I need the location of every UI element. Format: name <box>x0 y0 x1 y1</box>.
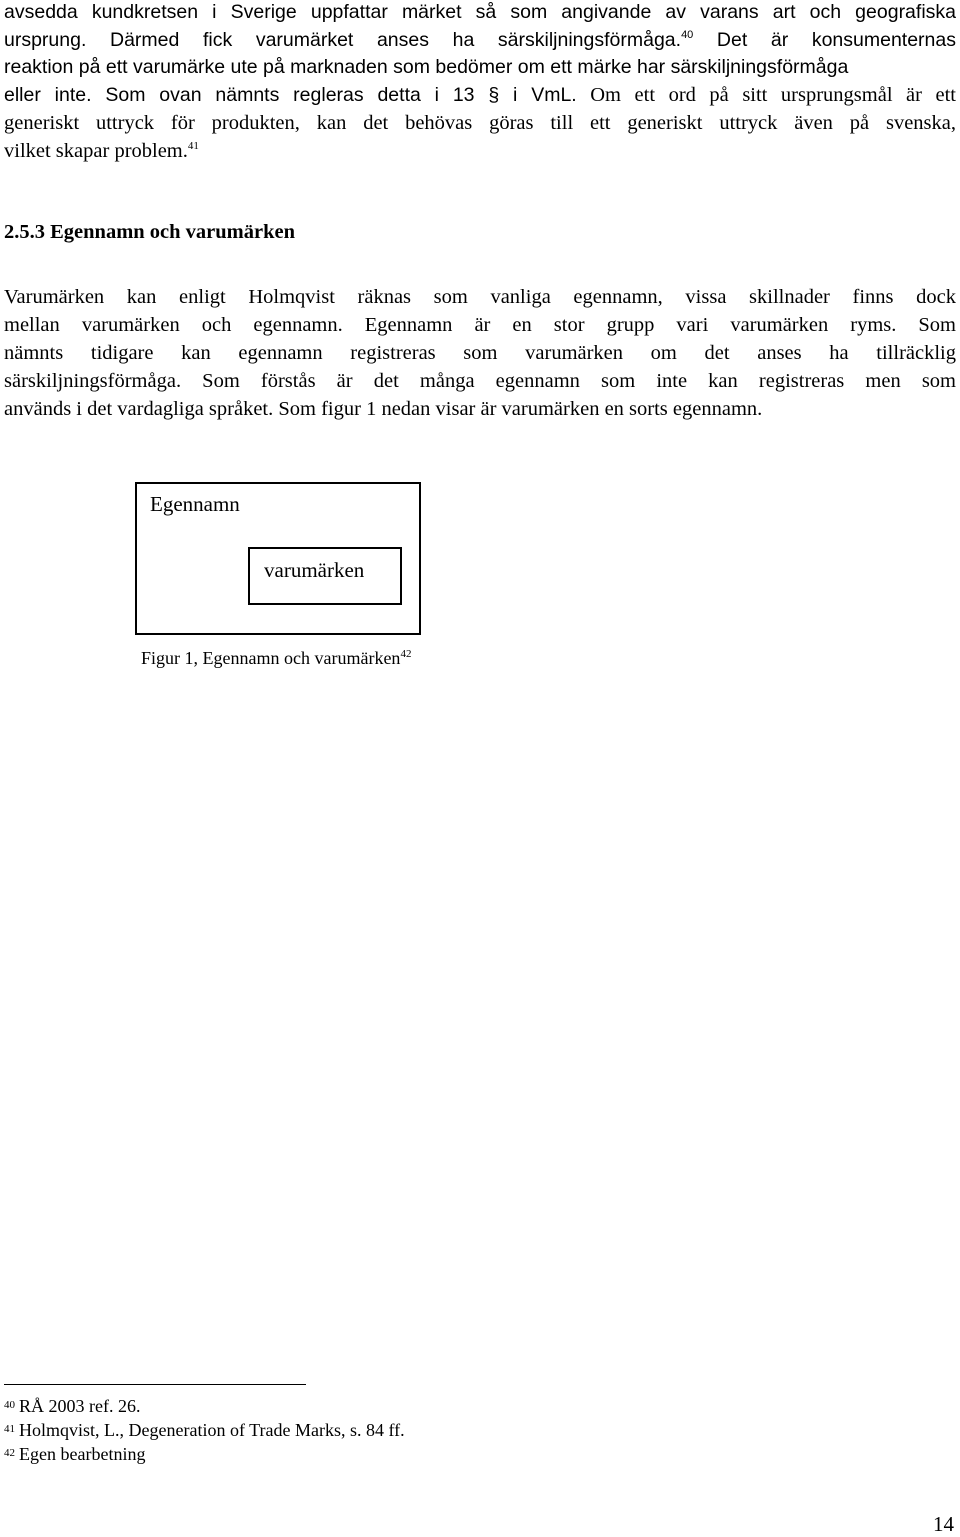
footnote-separator <box>4 1384 306 1385</box>
section-symbol: § <box>488 84 500 106</box>
paragraph2-line: Varumärken kan enligt Holmqvist räknas som vanliga egennamn, vissa skillnader finns dock <box>4 286 956 308</box>
footnote-ref[interactable]: 42 <box>400 648 412 660</box>
paragraph2-line: nämnts tidigare kan egennamn registreras som varumärken om det anses ha tillräcklig <box>4 342 956 364</box>
varumarken-label: varumärken <box>264 558 365 582</box>
egennamn-label: Egennamn <box>150 492 240 516</box>
figure-caption: Figur 1, Egennamn och varumärken$^{42}$ <box>141 648 412 668</box>
paragraph2-line: särskiljningsförmåga. Som förstås är det många egennamn som inte kan registreras men som <box>4 370 956 392</box>
footnote: $^{42}$ Egen bearbetning <box>4 1444 146 1464</box>
paragraph2-line: används i det vardagliga språket. Som figur 1 nedan visar är varumärken en sorts egennamn. <box>4 398 763 420</box>
paragraph1-line: reaktion på ett varumärke ute på marknaden som bedömer om ett märke har särskiljningsförmåga <box>4 56 849 78</box>
paragraph2-line: mellan varumärken och egennamn. Egennamn är en stor grupp vari varumärken ryms. Som <box>4 314 956 336</box>
paragraph1-line: eller inte. Som ovan nämnts regleras detta i 13 § i VmL. Om ett ord på sitt ursprungsmål är ett <box>4 84 957 106</box>
paragraph1-line: ursprung. Därmed fick varumärket anses ha särskiljningsförmåga.$^{40}$ Det är konsumenternas <box>4 29 956 51</box>
page-number: 14 <box>933 1512 954 1536</box>
paragraph1-line: avsedda kundkretsen i Sverige uppfattar märket så som angivande av varans art och geografiska <box>4 1 956 23</box>
paragraph1-line: vilket skapar problem.$^{41}$ <box>4 140 199 162</box>
footnote-ref[interactable]: 40 <box>681 29 694 41</box>
footnote: $^{40}$ RÅ 2003 ref. 26. <box>4 1396 141 1416</box>
footnote-ref[interactable]: 41 <box>187 140 199 152</box>
section-heading: 2.5.3 Egennamn och varumärken <box>4 221 296 243</box>
paragraph1-line: generiskt uttryck för produkten, kan det behövas göras till ett generiskt uttryck även på svenska, <box>4 112 956 134</box>
footnote: $^{41}$ Holmqvist, L., Degeneration of Trade Marks, s. 84 ff. <box>4 1420 405 1440</box>
